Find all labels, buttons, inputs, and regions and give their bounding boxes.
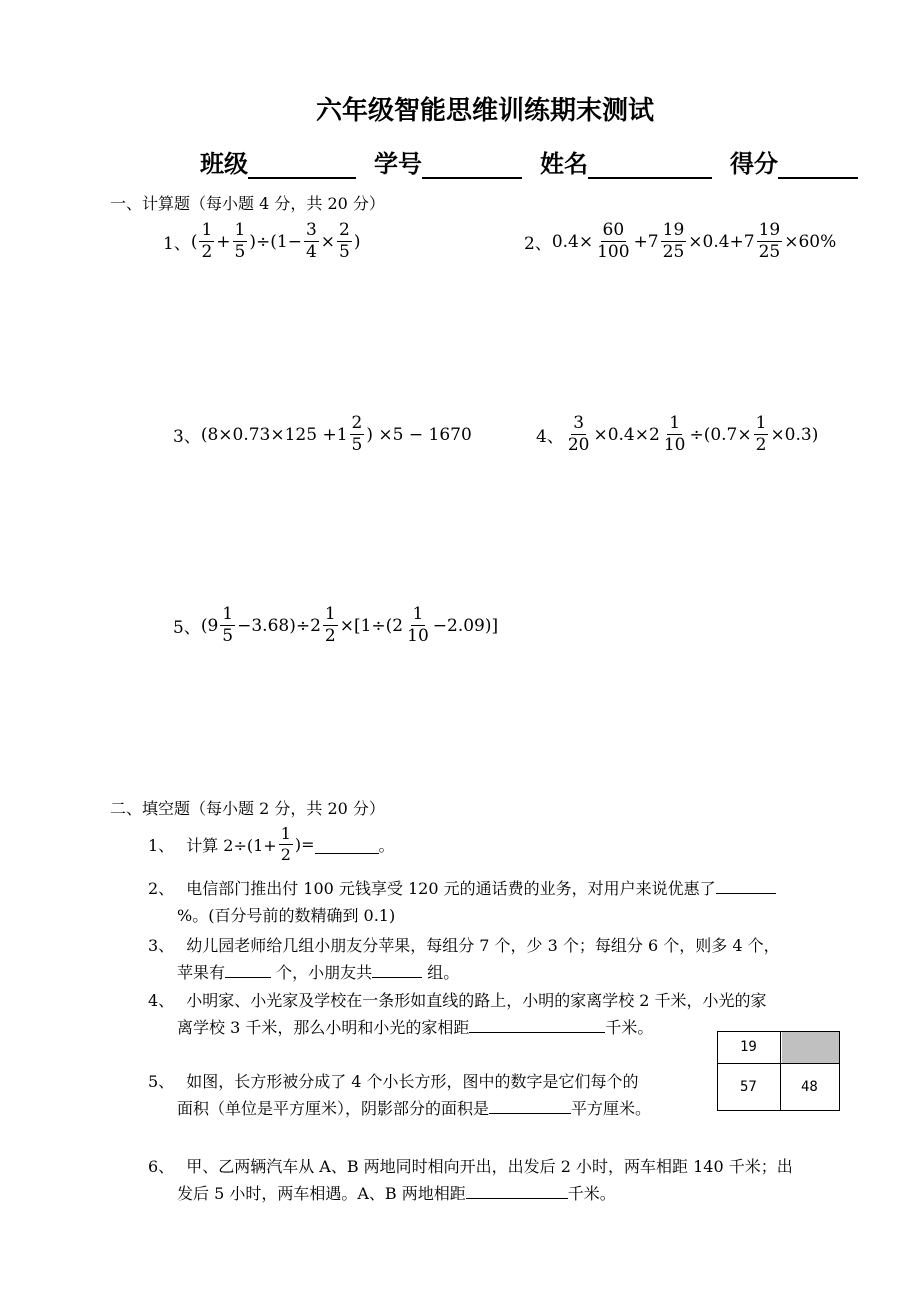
fill-question-2: 2、 电信部门推出付 100 元钱享受 120 元的通话费的业务，对用户来说优惠了 [148,875,776,903]
name-field[interactable]: 姓名 [540,144,712,179]
section2-heading: 二、填空题（每小题 2 分，共 20 分） [110,799,385,818]
answer-blank[interactable] [469,1014,605,1033]
calc-problem-3: 3、 (8×0.73×125 +1 $\frac{2}{5}$ ) ×5 − 1670 [173,413,472,455]
area-top-left: 19 [740,1039,757,1055]
answer-blank[interactable] [225,959,271,978]
fill-question-1: 1、 计算 2÷(1+ $\frac{1}{2}$ )= 。 [148,824,395,864]
fill-question-3: 3、 幼儿园老师给几组小朋友分苹果，每组分 7 个，少 3 个；每组分 6 个，则多 4 个， [148,936,780,955]
calc-problem-4: 4、 $\frac{3}{20}$ ×0.4×2 $\frac{1}{10}$ ÷(0.7× $\frac{1}{2}$ ×0.3) [536,413,819,455]
class-field[interactable]: 班级 [200,144,356,179]
student-info-header [200,144,858,179]
fill-question-2-line2: %。(百分号前的数精确到 0.1) [177,906,396,925]
answer-blank[interactable] [489,1095,571,1114]
score-field[interactable]: 得分 [730,144,858,179]
fill-question-4-line2: 离学校 3 千米，那么小明和小光的家相距 千米。 [177,1014,653,1042]
fill-question-6: 6、 甲、乙两辆汽车从 A、B 两地同时相向开出，出发后 2 小时，两车相距 140 千米；出 [148,1157,793,1176]
calc-problem-1: 1、 ( $\frac{1}{2}$ + $\frac{1}{5}$ )÷(1− $\frac{3}{4}$ × $\frac{2}{5}$ ) [163,220,361,262]
section1-heading: 一、计算题（每小题 4 分，共 20 分） [110,194,385,213]
area-bottom-right: 48 [801,1079,818,1095]
id-field[interactable]: 学号 [374,144,522,179]
fill-question-5-line2: 面积（单位是平方厘米），阴影部分的面积是 平方厘米。 [177,1095,651,1123]
page-title: 六年级智能思维训练期末测试 [315,96,654,126]
answer-blank[interactable] [716,875,776,894]
calc-problem-5: 5、 (9 $\frac{1}{5}$ −3.68)÷2 $\frac{1}{2}$ ×[1÷(2 $\frac{1}{10}$ −2.09)] [173,604,499,646]
figure-horizontal-divider [718,1063,839,1064]
area-bottom-left: 57 [740,1079,757,1095]
calc-problem-2: 2、 0.4× $\frac{60}{100}$ +7 $\frac{19}{25}$ ×0.4+7 $\frac{19}{25}$ ×60% [524,220,837,262]
fill-question-5: 5、 如图，长方形被分成了 4 个小长方形，图中的数字是它们每个的 [148,1072,639,1091]
answer-blank[interactable] [315,835,379,854]
answer-blank[interactable] [466,1180,568,1199]
rectangle-figure [717,1031,840,1111]
answer-blank[interactable] [372,959,422,978]
fill-question-3-line2: 苹果有 个，小朋友共 组。 [177,959,459,987]
fill-question-4: 4、 小明家、小光家及学校在一条形如直线的路上，小明的家离学校 2 千米，小光的家 [148,991,767,1010]
shaded-region [782,1032,840,1063]
fill-question-6-line2: 发后 5 小时，两车相遇。A、B 两地相距 千米。 [177,1180,616,1208]
